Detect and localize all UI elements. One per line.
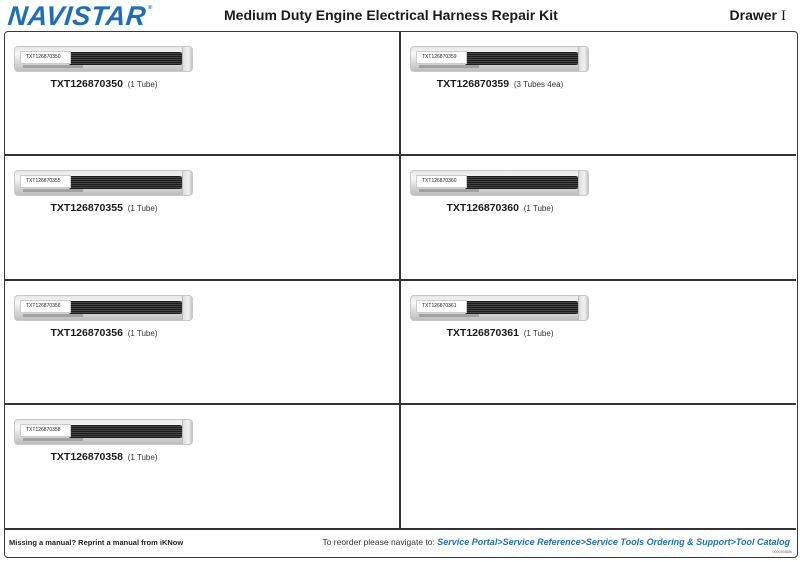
tube-label: TXT126870356 xyxy=(20,300,71,313)
part-caption xyxy=(401,78,599,90)
tool-catalog-link[interactable]: Service Portal>Service Reference>Service Tools Ordering & Support>Tool Catalog xyxy=(437,537,790,547)
harness-tube-image xyxy=(14,295,193,321)
page-header xyxy=(0,0,800,30)
part-number: TXT126870360 xyxy=(446,202,519,214)
tube-cap xyxy=(182,47,192,71)
part-caption xyxy=(401,202,599,214)
part-caption xyxy=(5,78,203,90)
part-cell xyxy=(5,405,401,530)
tube-label: TXT126870359 xyxy=(416,51,467,64)
tube-cap xyxy=(578,47,588,71)
page-footer xyxy=(5,530,796,556)
harness-tube-image xyxy=(14,46,193,72)
part-number: TXT126870350 xyxy=(50,78,123,90)
part-cell xyxy=(5,281,401,405)
part-number: TXT126870358 xyxy=(50,451,123,463)
wires-shadow xyxy=(419,189,479,192)
wires-shadow xyxy=(23,314,83,317)
wires-graphic xyxy=(465,301,581,314)
manual-reprint-note: Missing a manual? Reprint a manual from iKNow xyxy=(9,538,184,547)
part-caption xyxy=(5,202,203,214)
tube-label: TXT126870355 xyxy=(20,175,71,188)
part-cell xyxy=(401,32,796,156)
empty-cell xyxy=(401,405,796,530)
tube-cap xyxy=(182,171,192,195)
part-cell xyxy=(401,281,796,405)
tube-label: TXT126870361 xyxy=(416,300,467,313)
part-caption xyxy=(5,451,203,463)
wires-shadow xyxy=(23,65,83,68)
tube-cap xyxy=(182,420,192,444)
registered-mark: ® xyxy=(147,5,154,11)
part-caption xyxy=(401,327,599,339)
wires-graphic xyxy=(465,176,581,189)
tube-cap xyxy=(578,296,588,320)
drawer-text: Drawer xyxy=(729,7,777,23)
drawer-label xyxy=(730,7,786,25)
harness-tube-image xyxy=(410,295,589,321)
part-quantity: (1 Tube) xyxy=(127,329,158,338)
tube-cap xyxy=(182,296,192,320)
page-title: Medium Duty Engine Electrical Harness Repair Kit xyxy=(224,7,558,23)
part-quantity: (3 Tubes 4ea) xyxy=(513,80,564,89)
part-quantity: (1 Tube) xyxy=(523,204,554,213)
reorder-instructions xyxy=(322,537,790,547)
wires-shadow xyxy=(23,438,83,441)
part-number: TXT126870356 xyxy=(50,327,123,339)
harness-tube-image xyxy=(410,170,589,196)
part-cell xyxy=(5,32,401,156)
wires-graphic xyxy=(69,52,185,65)
harness-tube-image xyxy=(410,46,589,72)
part-cell xyxy=(5,156,401,281)
part-caption xyxy=(5,327,203,339)
drawer-number: I xyxy=(781,8,786,24)
tube-label: TXT126870358 xyxy=(20,424,71,437)
document-id: 0000404886 xyxy=(772,550,792,554)
part-quantity: (1 Tube) xyxy=(127,453,158,462)
part-quantity: (1 Tube) xyxy=(523,329,554,338)
part-quantity: (1 Tube) xyxy=(127,204,158,213)
part-quantity: (1 Tube) xyxy=(127,80,158,89)
wires-shadow xyxy=(23,189,83,192)
part-number: TXT126870359 xyxy=(436,78,510,90)
wires-shadow xyxy=(419,65,479,68)
tube-label: TXT126870360 xyxy=(416,175,467,188)
wires-shadow xyxy=(419,314,479,317)
logo-text: NAVISTAR xyxy=(6,1,148,31)
part-number: TXT126870361 xyxy=(446,327,519,339)
harness-tube-image xyxy=(14,419,193,445)
wires-graphic xyxy=(69,176,185,189)
reorder-prefix: To reorder please navigate to: xyxy=(322,537,435,547)
parts-grid xyxy=(5,32,796,530)
wires-graphic xyxy=(465,52,581,65)
wires-graphic xyxy=(69,425,185,438)
part-number: TXT126870355 xyxy=(50,202,123,214)
harness-tube-image xyxy=(14,170,193,196)
navistar-logo xyxy=(6,1,153,32)
tube-label: TXT126870350 xyxy=(20,51,71,64)
tube-cap xyxy=(578,171,588,195)
part-cell xyxy=(401,156,796,281)
wires-graphic xyxy=(69,301,185,314)
drawer-layout-frame xyxy=(4,31,798,558)
